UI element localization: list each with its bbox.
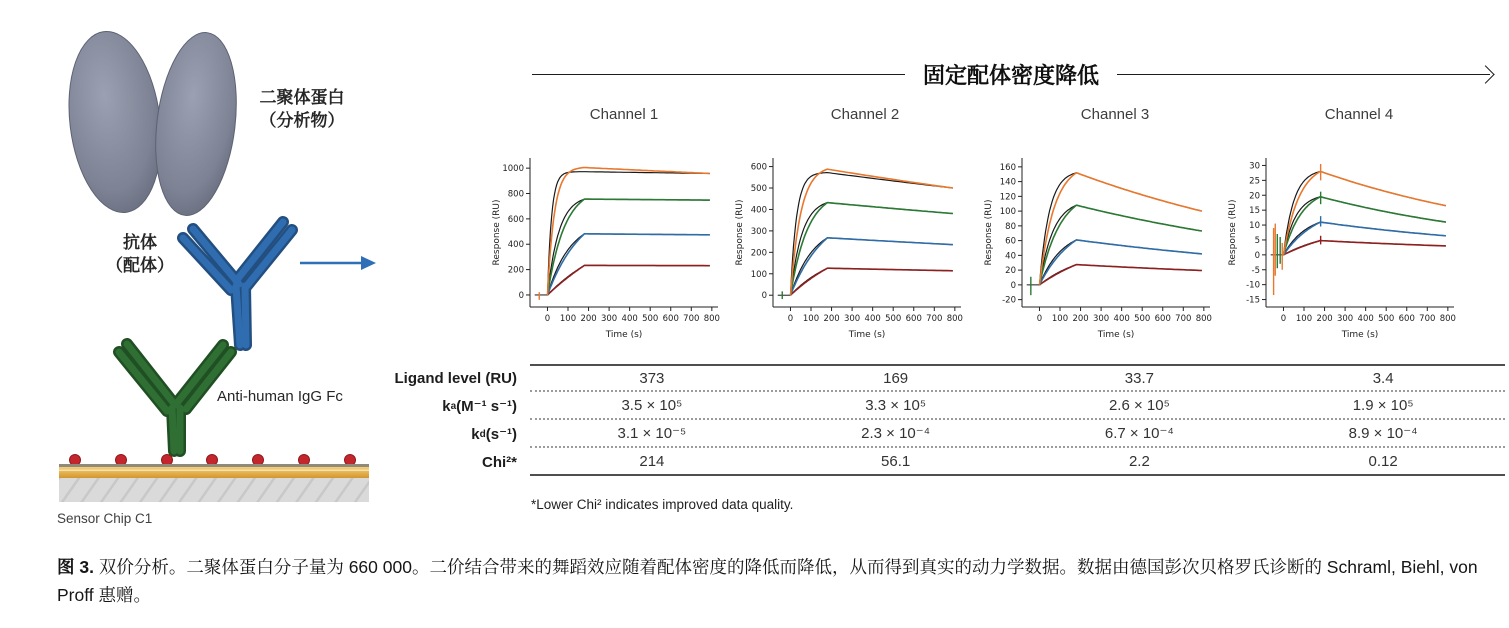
table-cell: 2.6 × 10⁵ [1108, 396, 1170, 414]
channel-3-chart [982, 150, 1224, 340]
svg-text:20: 20 [1005, 266, 1016, 277]
svg-text:700: 700 [1419, 314, 1436, 324]
svg-text:25: 25 [1249, 176, 1260, 187]
channel-4-title: Channel 4 [1324, 106, 1394, 123]
channel-3-title: Channel 3 [1080, 106, 1150, 123]
svg-text:600: 600 [1154, 314, 1171, 324]
table-cell: 0.12 [1368, 452, 1398, 470]
analyte-conc-3-curve [1284, 197, 1446, 255]
table-cell: 2.2 [1128, 452, 1150, 470]
svg-text:Time (s): Time (s) [605, 330, 643, 340]
row-label-ligand-level: Ligand level (RU) [394, 369, 517, 387]
table-row-kd [530, 420, 1505, 448]
svg-text:Time (s): Time (s) [1097, 330, 1135, 340]
svg-text:-20: -20 [1002, 295, 1016, 306]
svg-text:20: 20 [1249, 191, 1260, 202]
svg-text:-15: -15 [1246, 295, 1260, 306]
svg-text:500: 500 [885, 314, 902, 324]
row-label-ka: k a (M⁻¹ s⁻¹) [442, 397, 517, 415]
svg-text:100: 100 [750, 269, 767, 280]
sensorgram-svg [982, 150, 1224, 340]
row-label-kd: k d (s⁻¹) [471, 425, 517, 443]
sensor-surface [59, 464, 369, 502]
table-footnote: *Lower Chi² indicates improved data quality. [531, 497, 794, 512]
fit-curve [548, 172, 710, 295]
svg-text:500: 500 [1378, 314, 1395, 324]
svg-text:400: 400 [864, 314, 881, 324]
decreasing-density-header [532, 58, 1490, 90]
svg-text:Response (RU): Response (RU) [984, 199, 994, 266]
chip-base [59, 478, 369, 502]
svg-text:140: 140 [999, 177, 1016, 188]
sensorgram-svg [733, 150, 975, 340]
svg-text:200: 200 [1316, 314, 1333, 324]
sensorgram-svg [490, 150, 732, 340]
header-arrow-icon [1117, 74, 1490, 75]
analyte-conc-1-curve [548, 265, 710, 295]
table-cell: 373 [639, 369, 665, 387]
sensor-chip-label: Sensor Chip C1 [57, 511, 153, 526]
table-cell: 2.3 × 10⁻⁴ [861, 425, 931, 442]
table-cell: 1.9 × 10⁵ [1352, 396, 1414, 414]
svg-text:100: 100 [1051, 314, 1069, 324]
channel-4-chart [1226, 150, 1468, 340]
channel-1-title: Channel 1 [589, 106, 659, 123]
svg-text:0: 0 [1036, 314, 1043, 324]
capture-antibody-shape [119, 344, 231, 451]
table-cell: 33.7 [1124, 369, 1154, 387]
svg-text:Response (RU): Response (RU) [492, 199, 502, 266]
svg-text:400: 400 [621, 314, 638, 324]
svg-text:400: 400 [1113, 314, 1130, 324]
analyte-conc-2-curve [548, 234, 710, 295]
kinetics-table-labels [332, 364, 517, 476]
svg-text:200: 200 [823, 314, 840, 324]
fit-curve [791, 238, 953, 295]
table-cell: 8.9 × 10⁻⁴ [1348, 425, 1418, 442]
svg-text:Time (s): Time (s) [1341, 330, 1379, 340]
fit-curve [548, 234, 710, 295]
analyte-conc-1-curve [1284, 241, 1446, 255]
fit-curve [791, 268, 953, 295]
svg-text:160: 160 [999, 162, 1016, 173]
svg-text:600: 600 [662, 314, 679, 324]
svg-text:0: 0 [787, 314, 794, 324]
svg-text:600: 600 [507, 214, 524, 225]
svg-text:0: 0 [544, 314, 551, 324]
svg-text:200: 200 [750, 248, 767, 259]
svg-text:100: 100 [999, 207, 1016, 218]
immobilization-dots [70, 455, 356, 466]
header-line-left [532, 74, 905, 75]
svg-text:700: 700 [1175, 314, 1192, 324]
table-cell: 3.1 × 10⁻⁵ [617, 425, 687, 442]
svg-text:100: 100 [802, 314, 820, 324]
svg-text:500: 500 [1134, 314, 1151, 324]
svg-text:40: 40 [1005, 251, 1016, 262]
svg-text:Time (s): Time (s) [848, 330, 886, 340]
capture-antibody-label: Anti-human IgG Fc [217, 388, 343, 405]
svg-text:120: 120 [999, 192, 1016, 203]
svg-text:200: 200 [580, 314, 597, 324]
figure-caption-text: 双价分析。二聚体蛋白分子量为 660 000。二价结合带来的舞蹈效应随着配体密度的降低而降低，从而得到真实的动力学数据。数据由德国彭次贝格罗氏诊断的 Schraml, Biehl, von Proff 惠赠。 [57, 557, 1478, 605]
analyte-conc-1-curve [791, 268, 953, 295]
svg-text:5: 5 [1254, 235, 1260, 246]
antibody-label-line2: （配体） [106, 256, 174, 275]
table-row-ka [530, 392, 1505, 420]
svg-text:300: 300 [843, 314, 861, 324]
fit-curve [1040, 240, 1202, 285]
dimer-protein-shape [59, 26, 246, 220]
figure-caption [57, 553, 1493, 609]
svg-text:-5: -5 [1251, 265, 1260, 276]
table-cell: 56.1 [881, 452, 911, 470]
dimer-label-line2: （分析物） [259, 111, 345, 130]
svg-text:600: 600 [750, 162, 767, 173]
binding-arrow-icon [300, 256, 376, 270]
table-row-ligand-level [530, 364, 1505, 392]
svg-text:0: 0 [1280, 314, 1287, 324]
svg-text:15: 15 [1249, 206, 1260, 217]
svg-text:600: 600 [1398, 314, 1415, 324]
svg-text:1000: 1000 [502, 164, 524, 175]
svg-text:0: 0 [761, 291, 767, 302]
svg-text:0: 0 [1010, 280, 1016, 291]
analyte-conc-4-curve [1040, 173, 1202, 285]
svg-text:Response (RU): Response (RU) [735, 199, 745, 266]
svg-text:0: 0 [1254, 250, 1260, 261]
svg-text:600: 600 [905, 314, 922, 324]
svg-text:0: 0 [518, 290, 524, 301]
svg-text:-10: -10 [1246, 280, 1260, 291]
dimer-protein-label [243, 86, 361, 132]
svg-text:200: 200 [507, 265, 524, 276]
dimer-label-line1: 二聚体蛋白 [259, 88, 345, 107]
svg-text:100: 100 [559, 314, 577, 324]
svg-text:500: 500 [750, 184, 767, 195]
analyte-conc-2-curve [1040, 240, 1202, 285]
svg-text:400: 400 [507, 240, 524, 251]
fit-curve [791, 173, 953, 296]
svg-text:800: 800 [1195, 314, 1212, 324]
row-label-chi2: Chi²* [482, 453, 517, 471]
svg-text:60: 60 [1005, 236, 1016, 247]
svg-text:700: 700 [926, 314, 943, 324]
table-cell: 3.3 × 10⁵ [865, 396, 927, 414]
svg-text:100: 100 [1295, 314, 1313, 324]
table-cell: 3.4 [1372, 369, 1394, 387]
table-row-chi2 [530, 448, 1505, 476]
antibody-ligand-label [88, 231, 192, 277]
svg-text:400: 400 [1357, 314, 1374, 324]
table-cell: 6.7 × 10⁻⁴ [1104, 425, 1174, 442]
analyte-conc-4-curve [548, 168, 710, 296]
svg-text:400: 400 [750, 205, 767, 216]
svg-text:300: 300 [600, 314, 618, 324]
table-cell: 169 [883, 369, 909, 387]
svg-text:300: 300 [1336, 314, 1354, 324]
analyte-conc-2-curve [791, 238, 953, 295]
analyte-conc-1-curve [1040, 265, 1202, 285]
svg-text:10: 10 [1249, 221, 1260, 232]
sensorgram-svg [1226, 150, 1468, 340]
svg-text:700: 700 [683, 314, 700, 324]
figure-number: 图 3. [57, 557, 94, 577]
fit-curve [548, 265, 710, 295]
svg-text:300: 300 [750, 226, 767, 237]
svg-text:800: 800 [1439, 314, 1456, 324]
channel-2-chart [733, 150, 975, 340]
svg-text:500: 500 [642, 314, 659, 324]
svg-text:800: 800 [703, 314, 720, 324]
fit-curve [1040, 173, 1202, 285]
header-title: 固定配体密度降低 [923, 62, 1100, 88]
svg-text:200: 200 [1072, 314, 1089, 324]
svg-text:80: 80 [1005, 221, 1016, 232]
svg-text:30: 30 [1249, 161, 1260, 172]
svg-text:800: 800 [946, 314, 963, 324]
analyte-conc-2-curve [1284, 222, 1446, 255]
table-cell: 3.5 × 10⁵ [621, 396, 683, 414]
channel-1-chart [490, 150, 732, 340]
svg-text:Response (RU): Response (RU) [1228, 199, 1238, 266]
svg-text:300: 300 [1092, 314, 1110, 324]
antibody-label-line1: 抗体 [123, 233, 157, 252]
svg-text:800: 800 [507, 189, 524, 200]
channel-2-title: Channel 2 [830, 106, 900, 123]
analyte-antibody-shape [183, 222, 292, 345]
table-cell: 214 [639, 452, 665, 470]
kinetics-table [530, 364, 1505, 476]
